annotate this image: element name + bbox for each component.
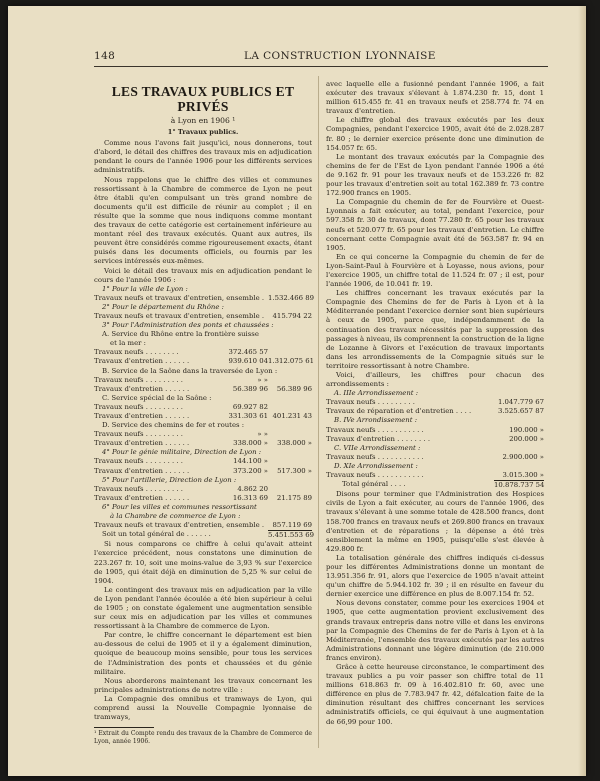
table-row: Travaux neufs . . . . . . . . . 4.862 20 xyxy=(94,484,268,493)
paragraph: Comme nous l'avons fait jusqu'ici, nous donnerons, tout d'abord, le détail des chiffres des travaux mis en adjudication pendant le cours de l'année 1906 pour les différents services administratifs. xyxy=(94,139,312,175)
table-row: Travaux neufs . . . . . . . . . . . 3.015.300 » xyxy=(326,471,544,480)
page-edge xyxy=(578,6,586,776)
subheading: B. Service de la Saône dans la traversée de Lyon : xyxy=(102,366,278,375)
article-title: LES TRAVAUX PUBLICS ET PRIVÉS xyxy=(111,84,295,114)
paragraph: Grâce à cette heureuse circonstance, le compartiment des travaux publics a pu voir passer son chiffre total de 11 millions 618.863 fr. 09 à 16.402.810 fr. 60, avec une différence en plus de 7.783.947 fr. 42, défalcation faite de la diminution résultant des chiffres concernant les services administratifs officiels, ce qui équivaut à une augmentation de 66,99 pour 100. xyxy=(326,663,544,726)
paragraph: La Compagnie des omnibus et tramways de Lyon, qui comprend aussi la Nouvelle Compagnie lyonnaise de tramways, xyxy=(94,694,312,722)
subheading: à la Chambre de commerce de Lyon : xyxy=(110,512,241,521)
paragraph: Le montant des travaux exécutés par la Compagnie des chemins de fer de l'Est de Lyon pendant l'année 1906 a été de 9.162 fr. 91 pour les travaux neufs et de 153.226 fr. 82 pour les travaux d'entretien soit au total 162.389 fr. 73 contre 172.900 francs en 1905. xyxy=(326,152,544,198)
table-row: Travaux neufs et travaux d'entretien, ensemble . 857.119 69 xyxy=(94,521,312,530)
table-row: Travaux d'entretien . . . . . . 56.389 96 56.389 96 xyxy=(94,384,312,393)
subheading: A. IIIe Arrondissement : xyxy=(334,389,419,398)
paragraph: Nous aborderons maintenant les travaux concernant les principales administrations de notre ville : xyxy=(94,676,312,694)
table-row: Travaux neufs et travaux d'entretien, ensemble . 415.794 22 xyxy=(94,311,312,320)
subheading: 6° Pour les villes et communes ressortissant xyxy=(102,502,257,511)
paragraph: La Compagnie du chemin de fer de Fourvière et Ouest-Lyonnais a fait exécuter, au total, pendant l'exercice, pour 597.358 fr. 30 de travaux, dont 77.280 fr. 65 pour les travaux neufs et 520.077 fr. 65 pour les travaux d'entretien. Le chiffre concernant cette Compagnie avait été de 563.587 fr. 94 en 1905. xyxy=(326,198,544,252)
right-column xyxy=(326,80,544,727)
subheading: 2° Pour le département du Rhône : xyxy=(102,302,224,311)
table-row: Travaux d'entretien . . . . . . 338.000 » 338.000 » xyxy=(94,439,312,448)
paragraph: La totalisation générale des chiffres indiqués ci-dessus pour les différentes Administrations donne un montant de 13.951.356 fr. 91, alors que l'exercice de 1905 n'avait atteint qu'un chiffre de 5.944.102 fr. 39 ; il en résulte en faveur du dernier exercice une différence en plus de 8.007.154 fr. 52. xyxy=(326,553,544,599)
table-row: Travaux d'entretien . . . . . . . . 200.000 » xyxy=(326,434,544,443)
subheading: 1° Pour la ville de Lyon : xyxy=(102,284,188,293)
document-page xyxy=(8,6,586,776)
running-header xyxy=(94,50,546,64)
table-row: Travaux d'entretien . . . . . . 939.610 041.312.075 61 xyxy=(94,357,315,366)
page-number: 148 xyxy=(94,50,116,62)
paragraph: Nous rappelons que le chiffre des villes et communes ressortissant à la Chambre de commerce de Lyon ne peut être établi qu'en compulsant un très grand nombre de documents qu'il est difficile de réunir au complet ; il en résulte que la somme que nous indiquons comme montant des travaux de cette catégorie est certainement inférieure au montant réel des travaux exécutés. Quant aux autres, ils peuvent être considérés comme rigoureusement exacts, étant puisés dans les documents officiels, ou fournis par les services intéressés eux-mêmes. xyxy=(94,175,312,266)
paragraph: Les chiffres concernant les travaux exécutés par la Compagnie des Chemins de fer de Paris à Lyon et à la Méditerranée pendant l'exercice dernier sont bien supérieurs à ceux de 1905, parce que, indépendamment de la continuation des travaux nécessités par la suppression des passages à niveau, ils comprennent la construction de la ligne de Lozanne à Givors et l'exécution de travaux importants dans les arrondissements de la Compagnie situés sur le territoire ressortissant à notre Chambre. xyxy=(326,289,544,370)
table-row: Travaux neufs . . . . . . . . . 1.047.779 67 xyxy=(326,398,544,407)
footnote: ¹ Extrait du Compte rendu des travaux de la Chambre de Commerce de Lyon, année 1906. xyxy=(94,730,312,745)
table-row: Travaux neufs et travaux d'entretien, ensemble . 1.532.466 89 xyxy=(94,293,315,302)
subheading: 5° Pour l'artillerie, Direction de Lyon : xyxy=(102,475,237,484)
grand-total-row: Total général . . . . 10.878.737 54 xyxy=(342,480,545,490)
paragraph: Disons pour terminer que l'Administration des Hospices civils de Lyon a fait exécuter, au cours de l'année 1906, des travaux s'élevant à une somme totale de 428.500 francs, dont 158.700 francs en travaux neufs et 269.800 francs en travaux d'entretien et de réparations ; la dépense a été très sensiblement la même en 1905, puisqu'elle s'est élevée à 429.800 fr. xyxy=(326,490,544,553)
table-row: Travaux d'entretien . . . . . . 331.303 61 401.231 43 xyxy=(94,412,312,420)
table-row: Travaux neufs . . . . . . . . . 144.100 » xyxy=(94,457,268,466)
table-row: Travaux de réparation et d'entretien . . . . 3.525.657 87 xyxy=(326,407,544,416)
running-title: LA CONSTRUCTION LYONNAISE xyxy=(244,50,436,62)
footnote-rule xyxy=(94,727,154,728)
paragraph: En ce qui concerne la Compagnie du chemin de fer de Lyon-Saint-Paul à Fourvière et à Loyasse, nous avions, pour l'exercice 1905, un chiffre total de 11.524 fr. 07 ; il est, pour l'année 1906, de 10.041 fr. 19. xyxy=(326,252,544,289)
paragraph: Nous devons constater, comme pour les exercices 1904 et 1905, que cette augmentation provient exclusivement des grands travaux entrepris dans notre ville et dans les environs par la Compagnie des Chemins de fer de Paris à Lyon et à la Méditerranée, l'ensemble des travaux exécutés par les autres Administrations donnant une légère diminution (de 210.000 francs environ). xyxy=(326,599,544,662)
subheading: C. Service spécial de la Saône : xyxy=(102,393,212,402)
table-row: Travaux neufs . . . . . . . . . 69.927 82 xyxy=(94,402,268,411)
paragraph: Voici, d'ailleurs, les chiffres pour chacun des arrondissements : xyxy=(326,371,544,389)
paragraph: Le contingent des travaux mis en adjudication par la ville de Lyon pendant l'année écoulée a été bien supérieur à celui de 1905 ; on constate également une augmentation sensible sur ceux mis en adjudication par les villes et communes ressortissant à la Chambre de commerce de Lyon. xyxy=(94,585,312,631)
paragraph: avec laquelle elle a fusionné pendant l'année 1906, a fait exécuter des travaux s'élevant à 1.874.230 fr. 15, dont 1 million 615.455 fr. 41 en travaux neufs et 258.774 fr. 74 en travaux d'entretien. xyxy=(326,80,544,116)
table-row: Travaux neufs . . . . . . . . 372.465 57 xyxy=(94,348,268,357)
paragraph: Par contre, le chiffre concernant le département est bien au-dessous de celui de 1905 et il y a également diminution, quoique de beaucoup moins sensible, pour tous les services de l'Administration des ponts et chaussées et du génie militaire. xyxy=(94,631,312,676)
subheading: et la mer : xyxy=(110,339,146,348)
subheading: A. Service du Rhône entre la frontière suisse xyxy=(102,330,259,339)
column-divider xyxy=(318,76,319,748)
paragraph: Si nous comparons ce chiffre à celui qu'avait atteint l'exercice précédent, nous constatons une diminution de 223.267 fr. 10, soit une moins-value de 3,93 % sur l'exercice de 1905, qui était déjà en diminution de 5,25 % sur celui de 1904. xyxy=(94,540,312,585)
left-column xyxy=(94,80,315,745)
subheading: 4° Pour le génie militaire, Direction de Lyon : xyxy=(102,448,262,457)
table-row: Travaux neufs . . . . . . . . . . . 2.900.000 » xyxy=(326,452,544,461)
subheading: C. VIIe Arrondissement : xyxy=(334,443,421,452)
section-heading: 1° Travaux publics. xyxy=(167,128,239,137)
table-row: Travaux d'entretien . . . . . . 373.200 » 517.300 » xyxy=(94,466,312,475)
subheading: D. XIe Arrondissement : xyxy=(334,461,418,470)
subheading: D. Service des chemins de fer et routes : xyxy=(102,421,245,430)
table-row: Travaux d'entretien . . . . . . 16.313 69 21.175 89 xyxy=(94,493,312,502)
subheading: 3° Pour l'Administration des ponts et chaussées : xyxy=(102,321,274,330)
header-rule xyxy=(94,66,548,67)
subheading: B. IVe Arrondissement : xyxy=(334,416,418,425)
article-subtitle: à Lyon en 1906 ¹ xyxy=(170,116,236,125)
table-row: Travaux neufs . . . . . . . . . . . 190.000 » xyxy=(326,425,544,434)
paragraph: Le chiffre global des travaux exécutés par les deux Compagnies, pendant l'exercice 1905, avait été de 2.028.287 fr. 80 ; le dernier exercice présente donc une diminution de 154.057 fr. 65. xyxy=(326,116,544,152)
grand-total-row: Soit un total général de . . . . . . 5.451.553 69 xyxy=(102,530,315,540)
paragraph: Voici le détail des travaux mis en adjudication pendant le cours de l'année 1906 : xyxy=(94,266,312,284)
table-row: Travaux neufs . . . . . . . . . » » xyxy=(94,375,268,384)
table-row: Travaux neufs . . . . . . . . . » » xyxy=(94,430,268,439)
